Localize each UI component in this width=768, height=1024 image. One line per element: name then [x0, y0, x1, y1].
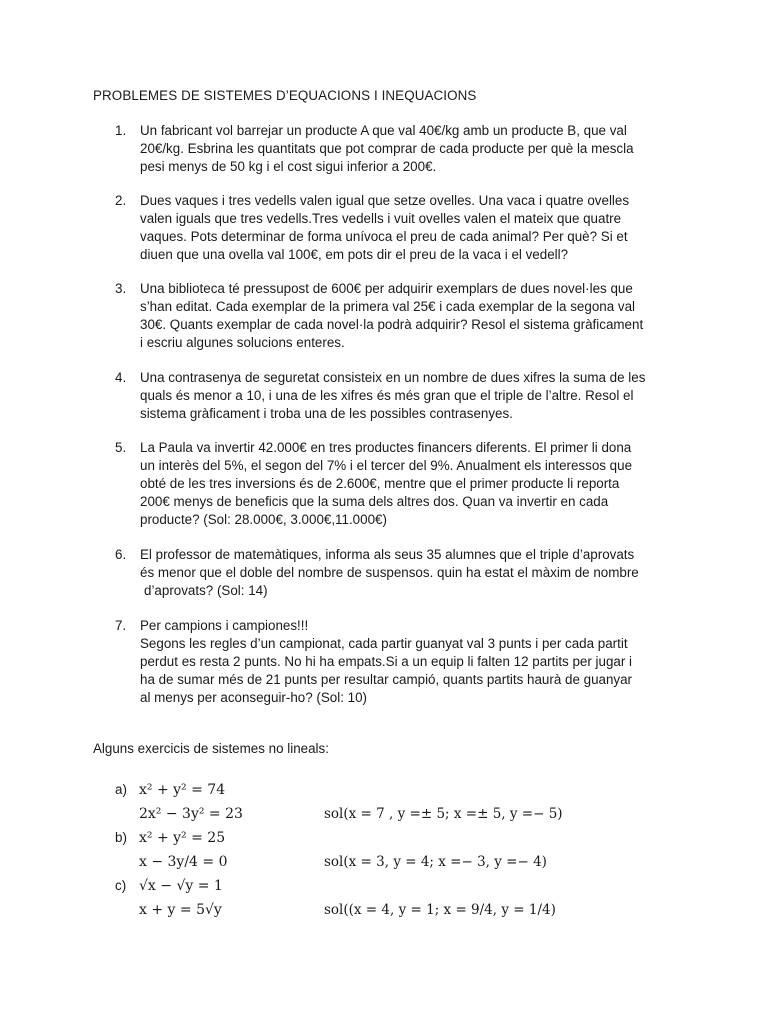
problem-line: perdut es resta 2 punts. No hi ha empats.Si a un equip li falten 12 partits per jugar i [140, 654, 633, 669]
problem-number: 3. [115, 281, 127, 296]
problem-line: obté de les tres inversions és de 2.600€, mentre que el primer producte li reporta [140, 476, 620, 491]
exercise-solution: sol((x = 4, y = 1; x = 9/4, y = 1/4) [324, 902, 556, 918]
problem-number: 7. [115, 618, 127, 633]
problem-number: 6. [115, 547, 127, 562]
exercise-b-row-2 [93, 850, 693, 874]
exercise-label: a) [115, 782, 127, 797]
exercise-equation: x² + y² = 25 [139, 830, 226, 846]
problem-line: diuen que una ovella val 100€, em pots dir el preu de la vaca i el vedell? [140, 247, 569, 262]
problem-line: Una contrasenya de seguretat consisteix en un nombre de dues xifres la suma de les [140, 370, 646, 385]
problem-item-2 [93, 192, 683, 264]
problem-item-4 [93, 369, 683, 423]
document-title: PROBLEMES DE SISTEMES D’EQUACIONS I INEQUACIONS [93, 88, 477, 103]
problem-text [140, 369, 680, 423]
problem-line: Per campions i campiones!!! [140, 618, 309, 633]
problem-line: al menys per aconseguir-ho? (Sol: 10) [140, 690, 368, 705]
problem-item-5 [93, 439, 683, 529]
problem-line: ha de sumar més de 21 punts per resultar campió, quants partits haurà de guanyar [140, 672, 633, 687]
problem-line: Segons les regles d’un campionat, cada partir guanyat val 3 punts i per cada partit [140, 636, 628, 651]
exercise-c-row-1 [93, 874, 693, 898]
problem-item-6 [93, 546, 683, 600]
exercise-equation: x − 3y/4 = 0 [139, 854, 228, 870]
problem-line: és menor que el doble del nombre de suspensos. quin ha estat el màxim de nombre [140, 565, 639, 580]
problem-line: 30€. Quants exemplar de cada novel·la podrà adquirir? Resol el sistema gràficament [140, 317, 644, 332]
problem-line: i escriu algunes solucions enteres. [140, 335, 345, 350]
problem-text [140, 280, 680, 352]
problem-text [140, 546, 680, 600]
exercise-solution: sol(x = 3, y = 4; x =− 3, y =− 4) [324, 854, 547, 870]
exercise-equation: 2x² − 3y² = 23 [139, 806, 243, 822]
problem-item-7 [93, 617, 683, 707]
exercise-label: b) [115, 830, 127, 845]
problem-line: Una biblioteca té pressupost de 600€ per adquirir exemplars de dues novel·les que [140, 281, 633, 296]
problem-number: 1. [115, 123, 127, 138]
exercise-equation: √x − √y = 1 [139, 878, 223, 894]
problem-line: d’aprovats? (Sol: 14) [144, 583, 268, 598]
problem-text [140, 439, 680, 529]
exercise-solution: sol(x = 7 , y =± 5; x =± 5, y =− 5) [324, 806, 563, 822]
problem-line: valen iguals que tres vedells.Tres vedells i vuit ovelles valen el mateix que quatre [140, 211, 622, 226]
problem-line: Dues vaques i tres vedells valen igual que setze ovelles. Una vaca i quatre ovelles [140, 193, 630, 208]
problem-item-1 [93, 122, 683, 176]
problem-number: 2. [115, 193, 127, 208]
problem-line: Un fabricant vol barrejar un producte A que val 40€/kg amb un producte B, que val [140, 123, 627, 138]
problem-line: un interès del 5%, el segon del 7% i el tercer del 9%. Anualment els interessos que [140, 458, 633, 473]
exercise-label: c) [115, 878, 127, 893]
problem-item-3 [93, 280, 683, 352]
section-subtitle: Alguns exercicis de sistemes no lineals: [93, 741, 329, 756]
problem-line: producte? (Sol: 28.000€, 3.000€,11.000€) [140, 512, 387, 527]
problem-line: s’han editat. Cada exemplar de la primera val 25€ i cada exemplar de la segona val [140, 299, 635, 314]
problem-line: 200€ menys de beneficis que la suma dels altres dos. Quan va invertir en cada [140, 494, 609, 509]
problem-line: vaques. Pots determinar de forma unívoca el preu de cada animal? Per què? Si et [140, 229, 628, 244]
problem-number: 5. [115, 440, 127, 455]
exercise-b-row-1 [93, 826, 693, 850]
problem-line: 20€/kg. Esbrina les quantitats que pot comprar de cada producte per què la mescla [140, 141, 634, 156]
problem-number: 4. [115, 370, 127, 385]
exercise-equation: x² + y² = 74 [139, 782, 226, 798]
problem-text [140, 192, 680, 264]
nonlinear-systems-list [93, 778, 693, 922]
problem-line: pesi menys de 50 kg i el cost sigui inferior a 200€. [140, 159, 437, 174]
problem-line: quals és menor a 10, i una de les xifres és més gran que el triple de l’altre. Resol el [140, 388, 634, 403]
problem-text [140, 617, 680, 707]
problem-line: El professor de matemàtiques, informa als seus 35 alumnes que el triple d’aprovats [140, 547, 635, 562]
problem-line: La Paula va invertir 42.000€ en tres productes financers diferents. El primer li dona [140, 440, 632, 455]
exercise-c-row-2 [93, 898, 693, 922]
exercise-a-row-2 [93, 802, 693, 826]
exercise-a-row-1 [93, 778, 693, 802]
exercise-equation: x + y = 5√y [139, 902, 222, 918]
problem-line: sistema gràficament i troba una de les possibles contrasenyes. [140, 406, 513, 421]
problem-text [140, 122, 680, 176]
